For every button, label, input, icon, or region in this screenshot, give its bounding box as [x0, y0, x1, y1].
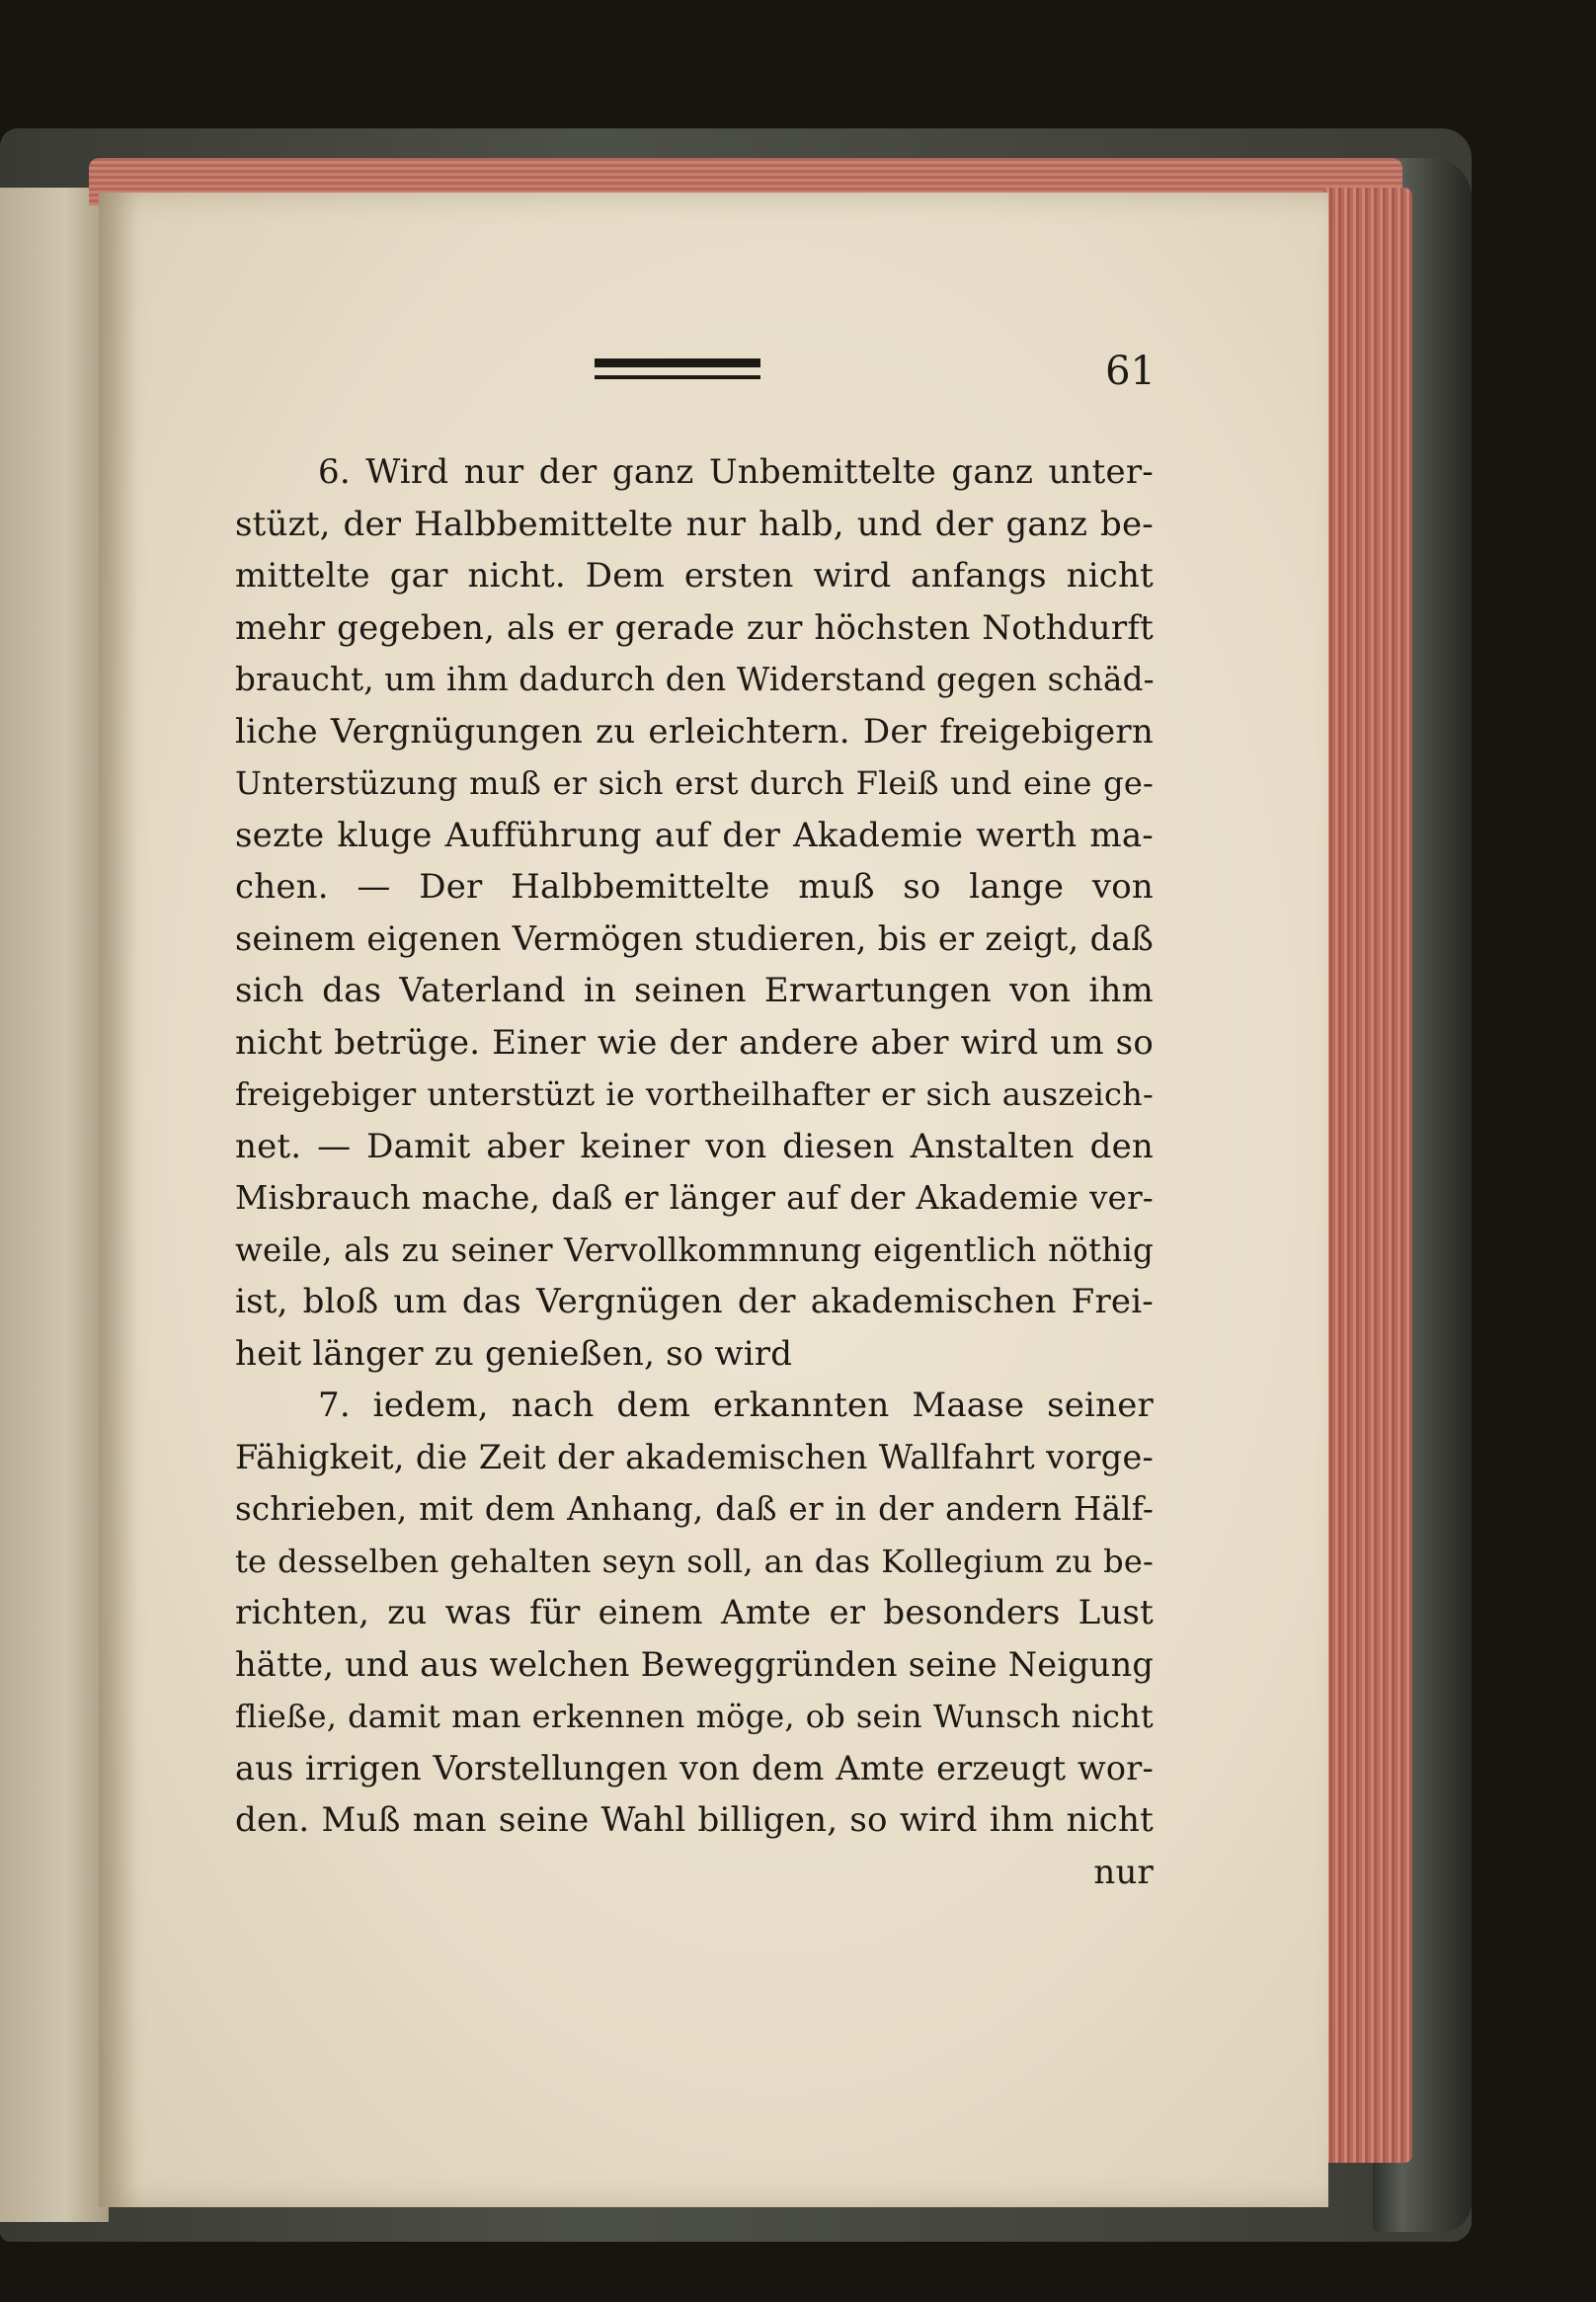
header-rule-thick: [595, 358, 760, 367]
text-line: liche Vergnügungen zu erleichtern. Der freigebigern: [235, 711, 1154, 752]
text-line: fließe, damit man erkennen möge, ob sein Wunsch nicht: [235, 1698, 1154, 1735]
text-line: sezte kluge Aufführung auf der Akademie werth ma-: [235, 815, 1154, 855]
text-line: ist, bloß um das Vergnügen der akademischen Frei-: [235, 1282, 1154, 1321]
text-line: mittelte gar nicht. Dem ersten wird anfangs nicht: [235, 556, 1154, 595]
text-line: aus irrigen Vorstellungen von dem Amte erzeugt wor-: [235, 1748, 1154, 1787]
text-line: 7. iedem, nach dem erkannten Maase seiner: [318, 1386, 1154, 1425]
text-line: richten, zu was für einem Amte er besonders Lust: [235, 1593, 1154, 1632]
header-rule-thin: [595, 375, 760, 379]
text-line: te desselben gehalten seyn soll, an das Kollegium zu be-: [235, 1542, 1154, 1580]
text-line: seinem eigenen Vermögen studieren, bis er zeigt, daß: [235, 918, 1154, 958]
text-line: weile, als zu seiner Vervollkommnung eigentlich nöthig: [235, 1230, 1154, 1269]
text-line: schrieben, mit dem Anhang, daß er in der andern Hälf-: [235, 1490, 1154, 1528]
text-line: Fähigkeit, die Zeit der akademischen Wallfahrt vorge-: [235, 1437, 1154, 1476]
text-line: stüzt, der Halbbemittelte nur halb, und der ganz be-: [235, 504, 1154, 544]
text-line: nicht betrüge. Einer wie der andere aber wird um so: [235, 1022, 1154, 1063]
text-line: den. Muß man seine Wahl billigen, so wird ihm nicht: [235, 1800, 1154, 1840]
page-number: 61: [1105, 349, 1156, 394]
text-line: hätte, und aus welchen Beweggründen seine Neigung: [235, 1644, 1154, 1684]
text-line: net. — Damit aber keiner von diesen Anstalten den: [235, 1126, 1154, 1166]
text-line: heit länger zu genießen, so wird: [235, 1333, 793, 1374]
text-line: chen. — Der Halbbemittelte muß so lange von: [235, 867, 1154, 907]
catchword: nur: [1093, 1852, 1154, 1892]
text-line: mehr gegeben, als er gerade zur höchsten Nothdurft: [235, 607, 1154, 648]
text-line: sich das Vaterland in seinen Erwartungen von ihm: [235, 971, 1154, 1010]
text-line: 6. Wird nur der ganz Unbemittelte ganz unter-: [318, 452, 1154, 492]
facing-page-edge: [0, 188, 109, 2222]
text-line: Misbrauch mache, daß er länger auf der Akademie ver-: [235, 1179, 1154, 1217]
text-line: freigebiger unterstüzt ie vortheilhafter er sich auszeich-: [235, 1075, 1154, 1113]
page-gutter-shadow: [99, 193, 138, 2207]
text-line: braucht, um ihm dadurch den Widerstand gegen schäd-: [235, 661, 1155, 698]
body-text: [235, 446, 1154, 1898]
text-line: Unterstüzung muß er sich erst durch Fleiß und eine ge-: [235, 764, 1154, 802]
page-block-side-edge: [1323, 188, 1412, 2163]
